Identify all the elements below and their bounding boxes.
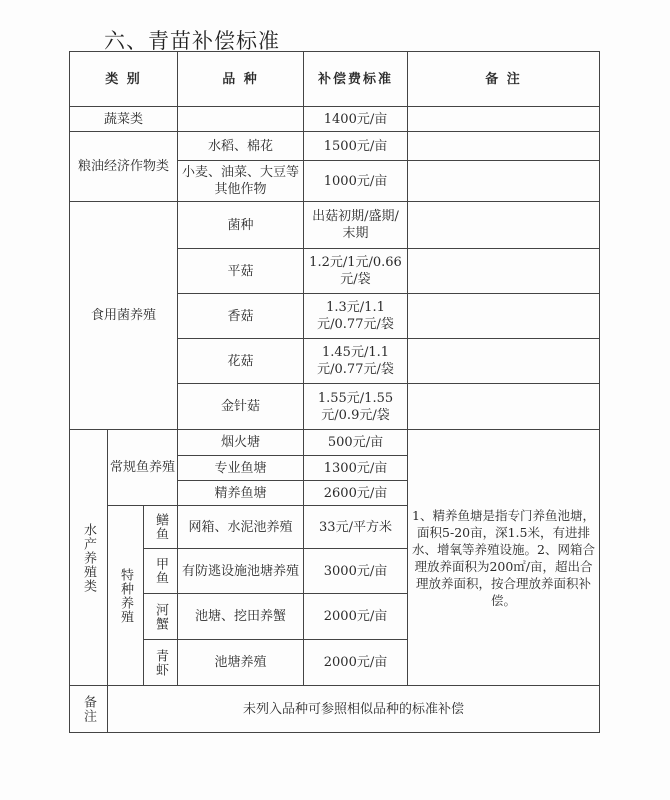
standard-cell: 2000元/亩 — [304, 640, 408, 686]
footer-text: 未列入品种可参照相似品种的标准补偿 — [108, 686, 600, 733]
kind-cell — [144, 640, 178, 686]
standard-cell: 1.45元/1.1元/0.77元/袋 — [304, 339, 408, 384]
variety-cell: 水稻、棉花 — [178, 132, 304, 161]
header-remark: 备 注 — [408, 52, 600, 107]
kind-label: 河蟹 — [153, 602, 168, 631]
variety-cell — [178, 107, 304, 132]
aquatic-note: 1、精养鱼塘是指专门养鱼池塘，面积5-20亩，深1.5米，有进排水、增氧等养殖设施。2、网箱合理放养面积为200㎡/亩，超出合理放养面积，按合理放养面积补偿。 — [408, 430, 600, 686]
header-variety: 品 种 — [178, 52, 304, 107]
standard-cell: 1500元/亩 — [304, 132, 408, 161]
variety-cell: 平菇 — [178, 249, 304, 294]
variety-cell: 池塘、挖田养蟹 — [178, 594, 304, 640]
variety-cell: 池塘养殖 — [178, 640, 304, 686]
standard-cell: 1.2元/1元/0.66元/袋 — [304, 249, 408, 294]
variety-cell: 花菇 — [178, 339, 304, 384]
standard-cell: 2000元/亩 — [304, 594, 408, 640]
compensation-table — [69, 51, 600, 733]
aquatic-category-label: 水产养殖类 — [81, 522, 96, 593]
category-cell: 食用菌养殖 — [70, 202, 178, 430]
kind-cell — [144, 594, 178, 640]
remark-cell — [408, 249, 600, 294]
variety-cell: 金针菇 — [178, 384, 304, 430]
kind-label: 鳝鱼 — [153, 513, 168, 541]
variety-cell: 专业鱼塘 — [178, 456, 304, 481]
table-row — [70, 202, 600, 249]
table-footer-row — [70, 686, 600, 733]
kind-label: 青虾 — [153, 648, 168, 677]
remark-cell — [408, 294, 600, 339]
special-subcategory-label: 特种养殖 — [118, 567, 133, 624]
standard-cell: 1.55元/1.55元/0.9元/袋 — [304, 384, 408, 430]
kind-cell — [144, 549, 178, 594]
header-category: 类 别 — [70, 52, 178, 107]
standard-cell: 出菇初期/盛期/末期 — [304, 202, 408, 249]
remark-cell — [408, 161, 600, 202]
remark-cell — [408, 339, 600, 384]
table-row — [70, 430, 600, 456]
remark-cell — [408, 107, 600, 132]
variety-cell: 烟火塘 — [178, 430, 304, 456]
variety-cell: 小麦、油菜、大豆等其他作物 — [178, 161, 304, 202]
table-row — [70, 107, 600, 132]
standard-cell: 2600元/亩 — [304, 481, 408, 506]
subcategory-cell: 常规鱼养殖 — [108, 430, 178, 506]
category-cell — [70, 430, 108, 686]
category-cell: 蔬菜类 — [70, 107, 178, 132]
remark-cell — [408, 132, 600, 161]
variety-cell: 香菇 — [178, 294, 304, 339]
header-standard: 补偿费标准 — [304, 52, 408, 107]
remark-cell — [408, 202, 600, 249]
standard-cell: 1.3元/1.1元/0.77元/袋 — [304, 294, 408, 339]
category-cell: 粮油经济作物类 — [70, 132, 178, 202]
variety-cell: 精养鱼塘 — [178, 481, 304, 506]
variety-cell: 有防逃设施池塘养殖 — [178, 549, 304, 594]
kind-label: 甲鱼 — [153, 557, 168, 585]
section-title: 六、青苗补偿标准 — [104, 29, 280, 53]
standard-cell: 3000元/亩 — [304, 549, 408, 594]
kind-cell — [144, 506, 178, 549]
footer-label: 备注 — [81, 695, 96, 723]
standard-cell: 1400元/亩 — [304, 107, 408, 132]
variety-cell: 网箱、水泥池养殖 — [178, 506, 304, 549]
standard-cell: 1000元/亩 — [304, 161, 408, 202]
remark-cell — [408, 384, 600, 430]
variety-cell: 菌种 — [178, 202, 304, 249]
footer-label-cell — [70, 686, 108, 733]
subcategory-cell — [108, 506, 144, 686]
table-header-row — [70, 52, 600, 107]
standard-cell: 1300元/亩 — [304, 456, 408, 481]
standard-cell: 500元/亩 — [304, 430, 408, 456]
table-row — [70, 132, 600, 161]
standard-cell: 33元/平方米 — [304, 506, 408, 549]
